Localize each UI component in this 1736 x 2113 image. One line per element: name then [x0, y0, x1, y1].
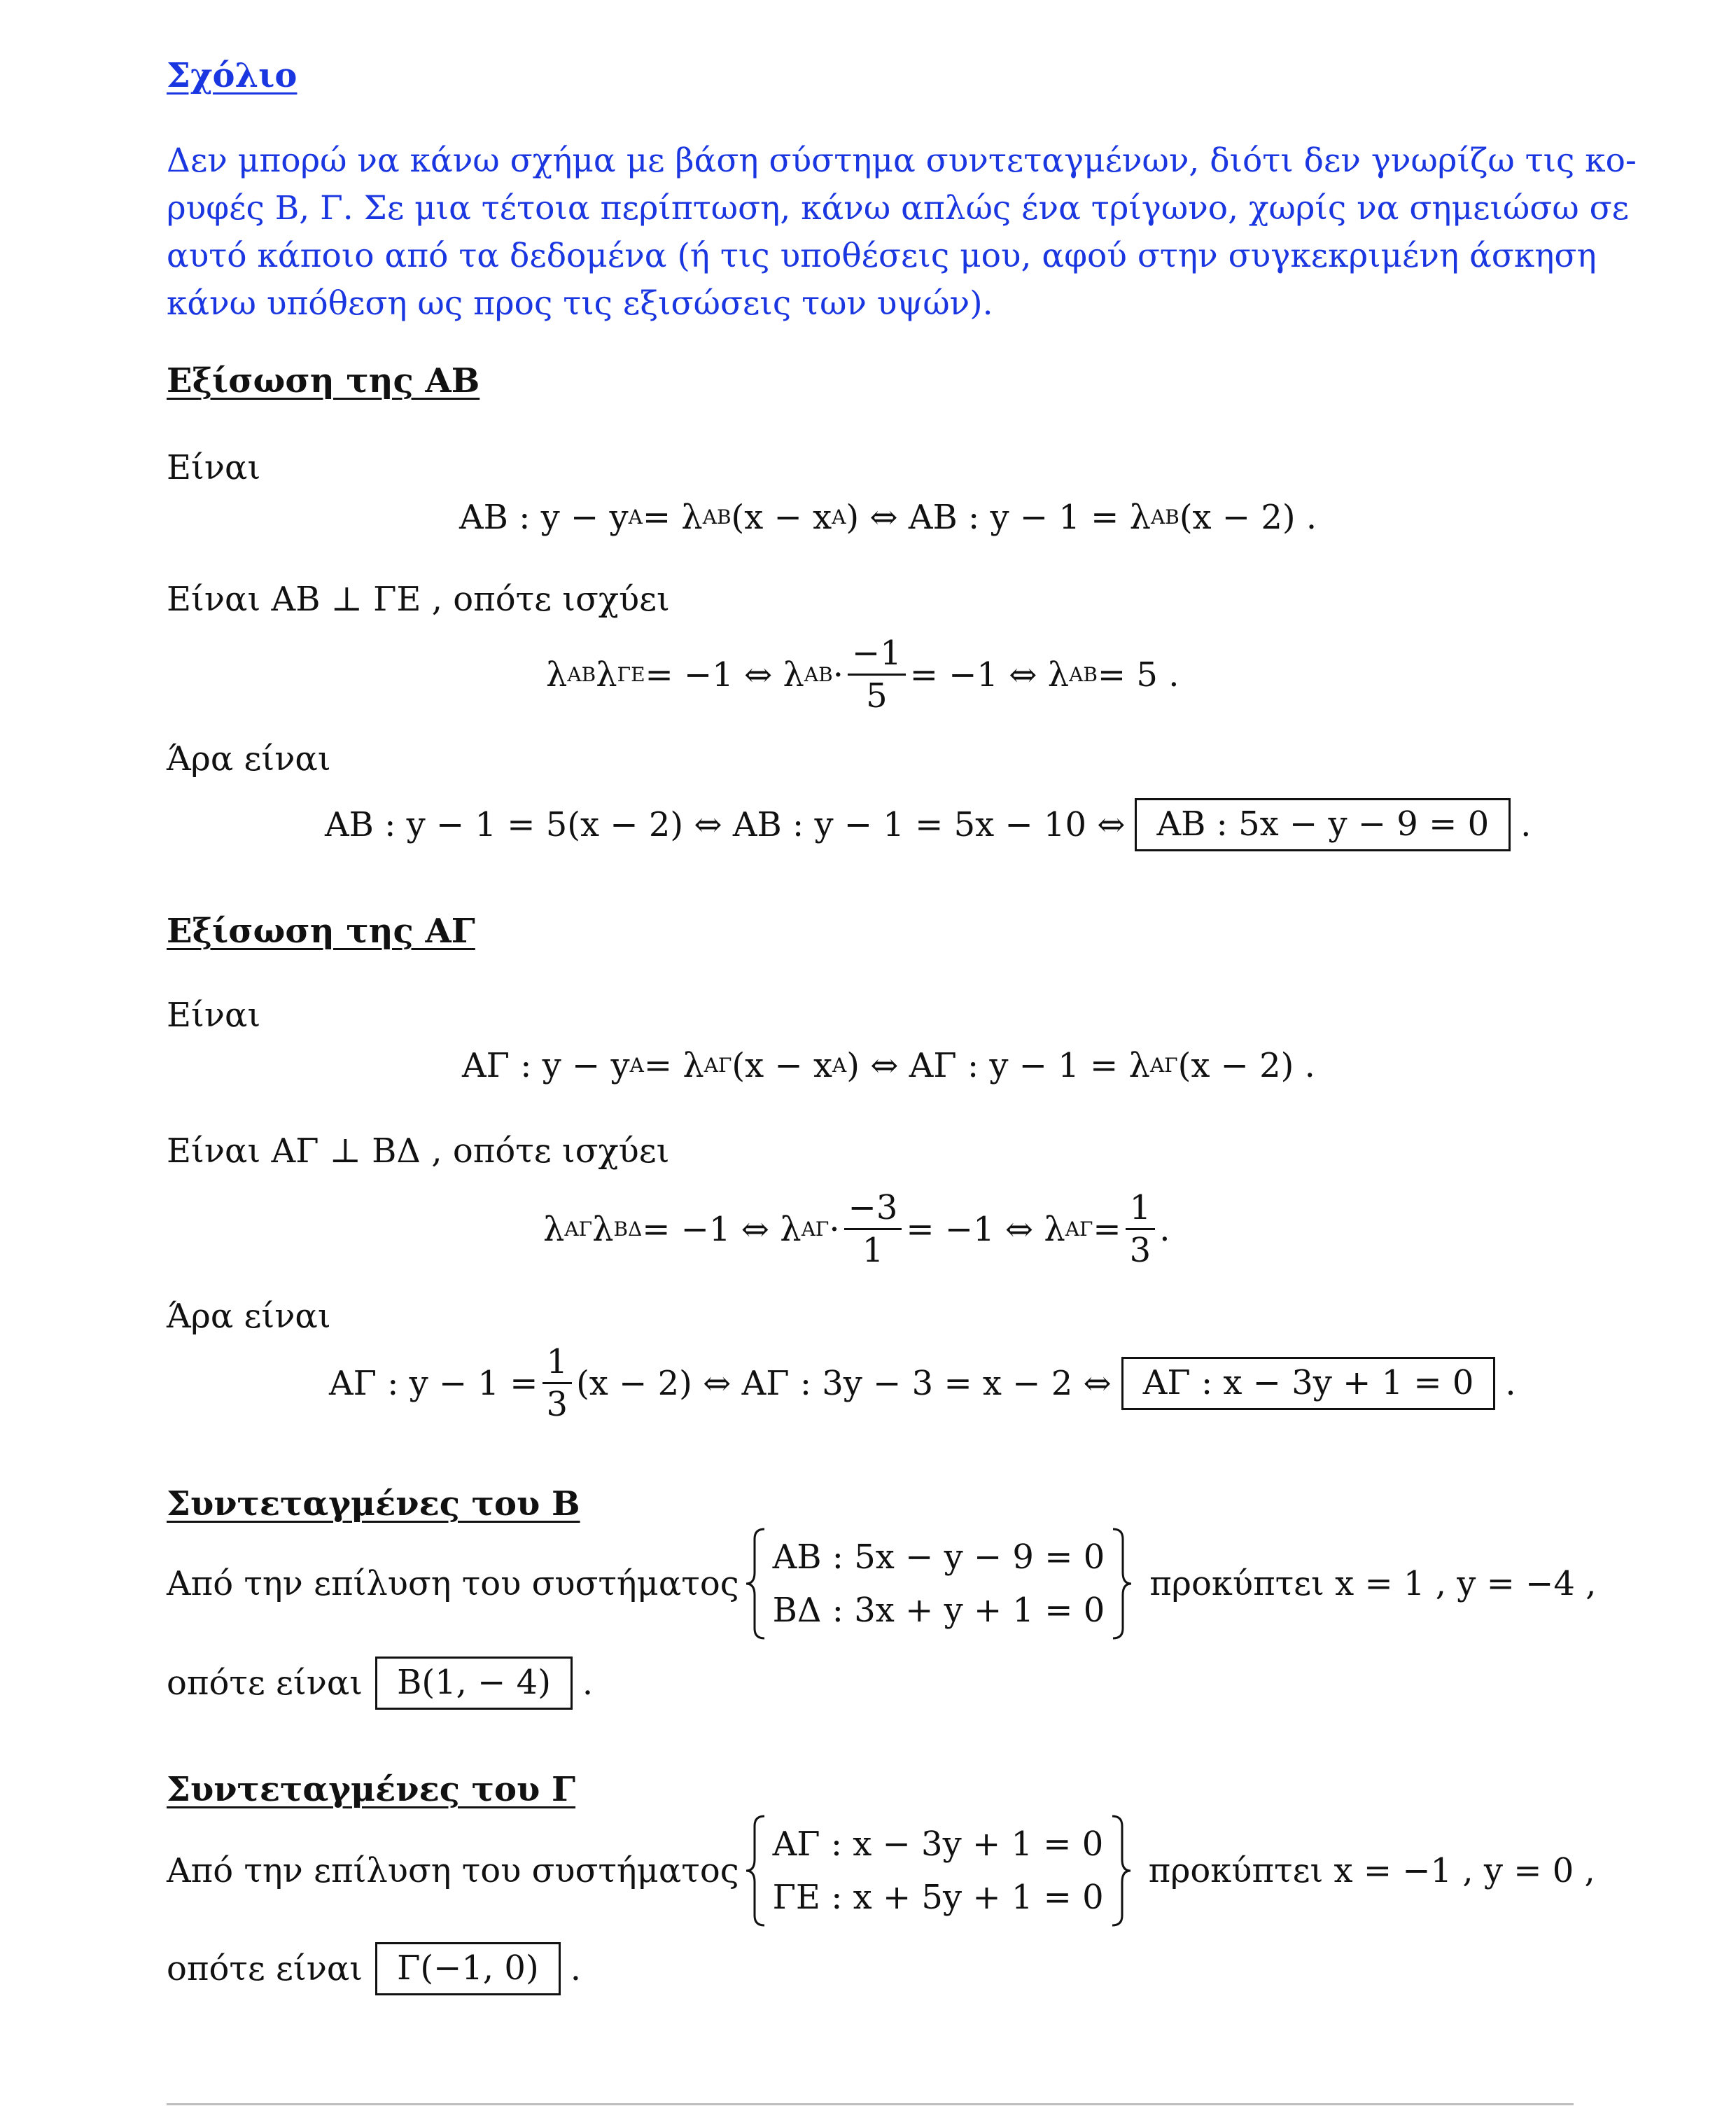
b-system-line — [167, 1526, 1596, 1641]
b-system-row: ΑΒ : 5x − y − 9 = 0 — [772, 1537, 1105, 1577]
g-coordinates-line: οπότε είναι Γ(−1, 0) . — [167, 1942, 581, 1995]
right-brace — [1110, 1526, 1133, 1641]
comment-line: ρυφές Β, Γ. Σε μια τέτοια περίπτωση, κάνω απλώς ένα τρίγωνο, χωρίς να σημειώσω σε — [167, 189, 1630, 228]
b-system-row: ΒΔ : 3x + y + 1 = 0 — [772, 1591, 1105, 1630]
fraction: $\frac{-3}{1}$ — [844, 1190, 902, 1269]
g-result-text: προκύπτει x = −1 , y = 0 , — [1148, 1851, 1595, 1890]
ab-result-equation: ΑΒ : y − 1 = 5(x − 2) ⇔ ΑΒ : y − 1 = 5x − 10 ⇔ ΑΒ : 5x − y − 9 = 0 . — [325, 798, 1531, 851]
fraction: $\frac{1}{3}$ — [542, 1344, 573, 1423]
section-heading-ag: Εξίσωση της ΑΓ — [167, 912, 475, 951]
b-system-equations — [773, 1535, 1105, 1633]
ag-therefore-text: Άρα είναι — [167, 1297, 331, 1336]
g-system-line — [167, 1813, 1595, 1928]
ag-slope-equation: λ ΑΓ λ ΒΔ = −1 ⇔ λ ΑΓ · $\frac{-3}{1}$ = −1 ⇔ λ ΑΓ = $\frac{1}{3}$ . — [543, 1188, 1170, 1271]
ab-line-equation: ΑΒ : y − y Α = λ ΑΒ (x − x Α ) ⇔ ΑΒ : y − 1 = λ ΑΒ (x − 2) . — [459, 498, 1317, 537]
section-heading-ab: Εξίσωση της ΑΒ — [167, 361, 480, 400]
footer-rule — [167, 2103, 1574, 2105]
b-coordinates-line: οπότε είναι Β(1, − 4) . — [167, 1657, 593, 1710]
ab-intro-text: Είναι — [167, 448, 261, 487]
comment-line: κάνω υπόθεση ως προς τις εξισώσεις των υψών). — [167, 284, 993, 323]
section-heading-g: Συντεταγμένες του Γ — [167, 1770, 576, 1809]
g-system-row: ΑΓ : x − 3y + 1 = 0 — [772, 1825, 1104, 1864]
g-system-row: ΓΕ : x + 5y + 1 = 0 — [772, 1878, 1104, 1917]
b-result-text: προκύπτει x = 1 , y = −4 , — [1149, 1564, 1597, 1603]
ag-intro-text: Είναι — [167, 996, 261, 1035]
g-system-equations — [773, 1822, 1104, 1920]
section-heading-b: Συντεταγμένες του Β — [167, 1484, 580, 1523]
right-brace — [1110, 1813, 1132, 1928]
ab-perpendicular-text: Είναι ΑΒ ⊥ ΓΕ , οπότε ισχύει — [167, 580, 670, 619]
ab-boxed-result: ΑΒ : 5x − y − 9 = 0 — [1135, 798, 1511, 851]
comment-line: Δεν μπορώ να κάνω σχήμα με βάση σύστημα συντεταγμένων, διότι δεν γνωρίζω τις κο- — [167, 141, 1637, 180]
g-system-lead: Από την επίλυση του συστήματος — [167, 1851, 739, 1890]
ab-slope-equation: λ ΑΒ λ ΓΕ = −1 ⇔ λ ΑΒ · $\frac{-1}{5}$ = −1 ⇔ λ ΑΒ = 5 . — [546, 634, 1180, 716]
ag-line-equation: ΑΓ : y − y Α = λ ΑΓ (x − x Α ) ⇔ ΑΓ : y − 1 = λ ΑΓ (x − 2) . — [462, 1046, 1315, 1085]
ag-perpendicular-text: Είναι ΑΓ ⊥ ΒΔ , οπότε ισχύει — [167, 1131, 670, 1171]
b-boxed-point: Β(1, − 4) — [375, 1657, 573, 1710]
comment-title: Σχόλιο — [167, 56, 298, 95]
fraction: $\frac{-1}{5}$ — [848, 636, 906, 714]
g-boxed-point: Γ(−1, 0) — [375, 1942, 561, 1995]
comment-paragraph — [167, 137, 1637, 328]
ag-boxed-result: ΑΓ : x − 3y + 1 = 0 — [1121, 1357, 1496, 1410]
comment-line: αυτό κάποιο από τα δεδομένα (ή τις υποθέσεις μου, αφού στην συγκεκριμένη άσκηση — [167, 237, 1597, 275]
ag-result-equation: ΑΓ : y − 1 = $\frac{1}{3}$ (x − 2) ⇔ ΑΓ : 3y − 3 = x − 2 ⇔ ΑΓ : x − 3y + 1 = 0 . — [329, 1342, 1516, 1425]
fraction: $\frac{1}{3}$ — [1126, 1190, 1156, 1269]
ab-therefore-text: Άρα είναι — [167, 739, 331, 779]
b-system-lead: Από την επίλυση του συστήματος — [167, 1564, 739, 1603]
left-brace — [745, 1526, 767, 1641]
left-brace — [745, 1813, 767, 1928]
